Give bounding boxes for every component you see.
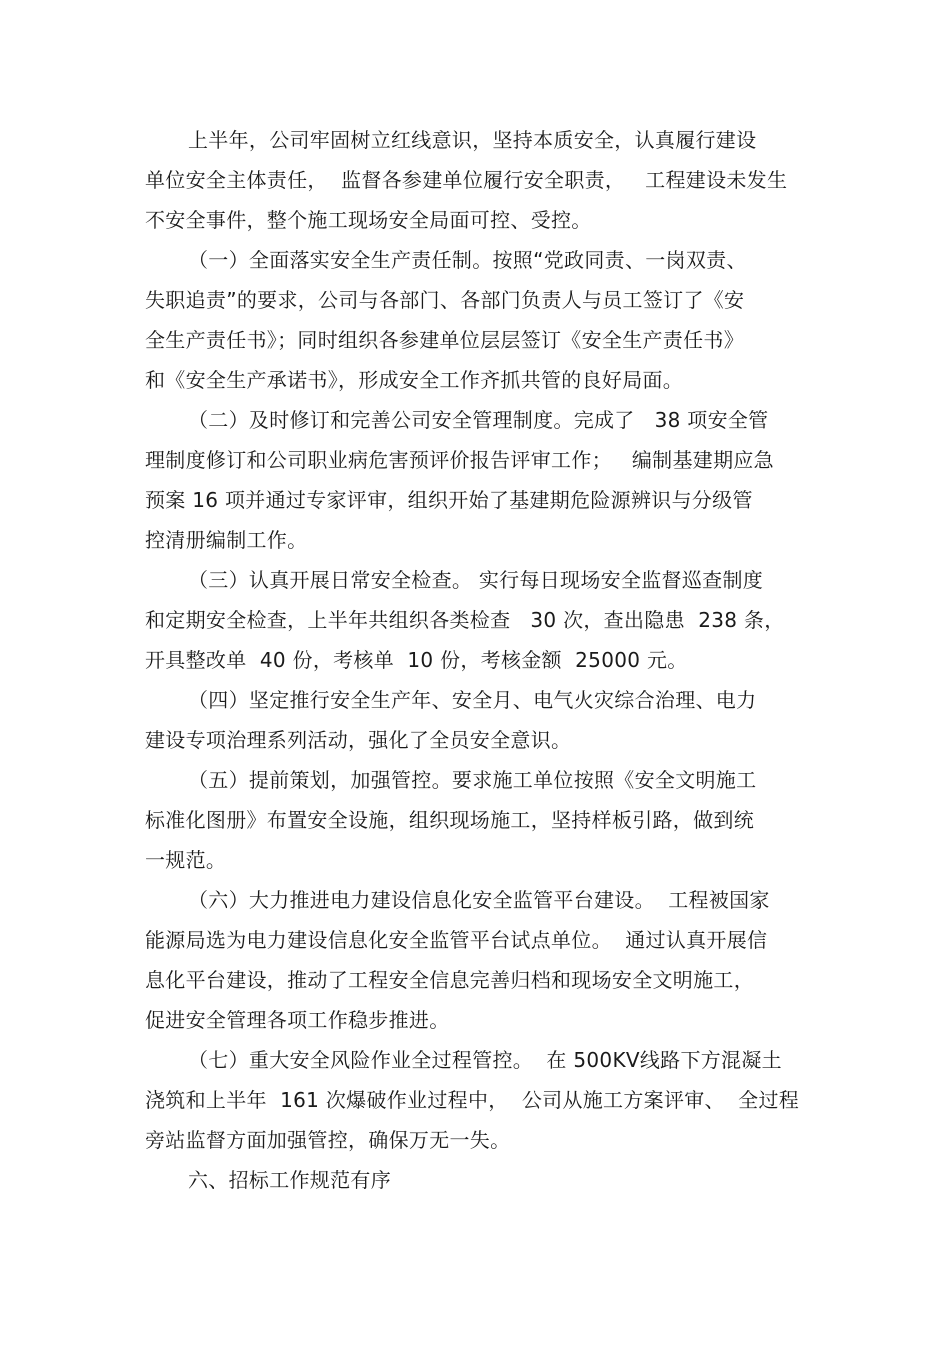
text-line: 建设专项治理系列活动，强化了全员安全意识。 — [145, 728, 572, 752]
text-line: 一规范。 — [145, 848, 227, 872]
text-line: 旁站监督方面加强管控，确保万无一失。 — [145, 1128, 511, 1152]
text-line: （三）认真开展日常安全检查。 实行每日现场安全监督巡查制度 — [188, 568, 764, 592]
text-line: 促进安全管理各项工作稳步推进。 — [145, 1008, 450, 1032]
text-line: 和《安全生产承诺书》，形成安全工作齐抓共管的良好局面。 — [145, 368, 684, 392]
text-line: 开具整改单 40 份，考核单 10 份，考核金额 25000 元。 — [145, 648, 688, 672]
text-line: 上半年，公司牢固树立红线意识，坚持本质安全，认真履行建设 — [188, 128, 757, 152]
text-line: （四）坚定推行安全生产年、安全月、电气火灾综合治理、电力 — [188, 688, 757, 712]
text-line: （二）及时修订和完善公司安全管理制度。完成了 38 项安全管 — [188, 408, 769, 432]
text-line: 不安全事件，整个施工现场安全局面可控、受控。 — [145, 208, 592, 232]
text-line: 浇筑和上半年 161 次爆破作业过程中， 公司从施工方案评审、 全过程 — [145, 1088, 800, 1112]
text-line: 和定期安全检查，上半年共组织各类检查 30 次，查出隐患 238 条， — [145, 608, 785, 632]
text-line: 预案 16 项并通过专家评审，组织开始了基建期危险源辨识与分级管 — [145, 488, 753, 512]
text-line: （一）全面落实安全生产责任制。按照“党政同责、一岗双责、 — [188, 248, 747, 272]
text-line: 全生产责任书》；同时组织各参建单位层层签订《安全生产责任书》 — [145, 328, 744, 352]
text-line: 息化平台建设，推动了工程安全信息完善归档和现场安全文明施工， — [145, 968, 754, 992]
text-line: 单位安全主体责任， 监督各参建单位履行安全职责， 工程建设未发生 — [145, 168, 788, 192]
text-line: 理制度修订和公司职业病危害预评价报告评审工作； 编制基建期应急 — [145, 448, 774, 472]
text-line: （七）重大安全风险作业全过程管控。 在 500KV线路下方混凝土 — [188, 1048, 782, 1072]
text-line: 控清册编制工作。 — [145, 528, 308, 552]
text-line: 标准化图册》布置安全设施，组织现场施工，坚持样板引路，做到统 — [145, 808, 754, 832]
text-line: （六）大力推进电力建设信息化安全监管平台建设。 工程被国家 — [188, 888, 770, 912]
text-line: 失职追责”的要求，公司与各部门、各部门负责人与员工签订了《安 — [145, 288, 745, 312]
text-line: 能源局选为电力建设信息化安全监管平台试点单位。 通过认真开展信 — [145, 928, 768, 952]
text-line: （五）提前策划，加强管控。要求施工单位按照《安全文明施工 — [188, 768, 757, 792]
section-heading: 六、招标工作规范有序 — [188, 1168, 391, 1192]
